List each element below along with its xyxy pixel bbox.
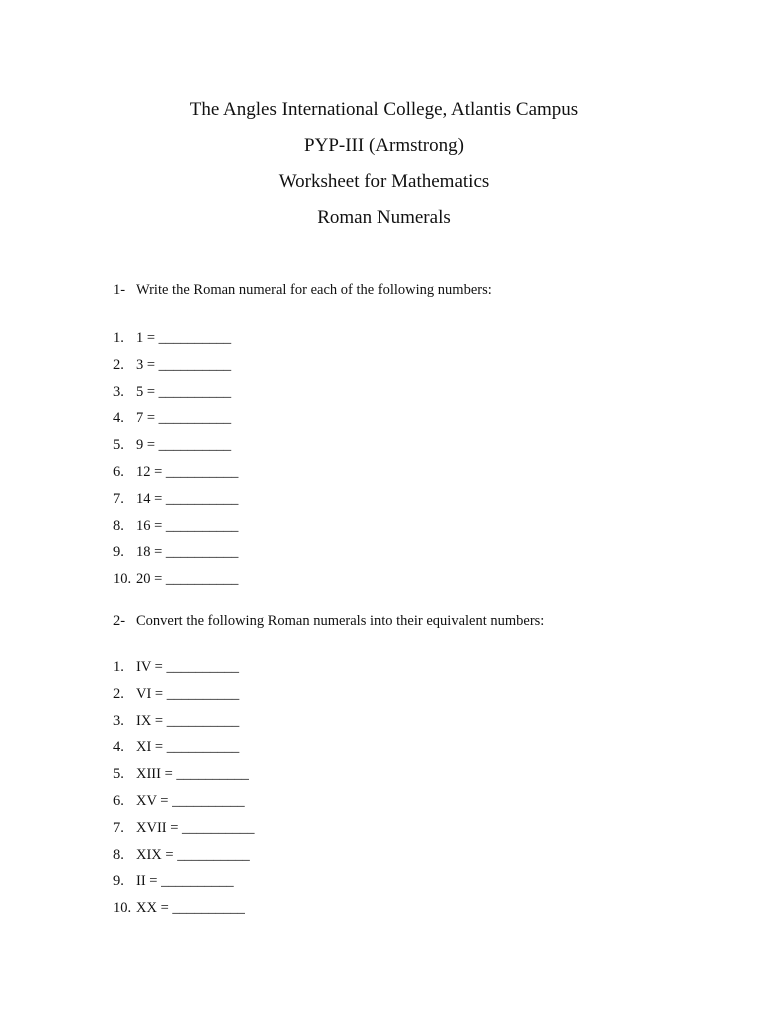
answer-item [113, 708, 713, 735]
answer-item [113, 405, 713, 432]
question-1-items [113, 325, 713, 593]
worksheet-topic: Roman Numerals [317, 207, 451, 228]
item-number: 8. [113, 846, 124, 863]
question-number: 2- [113, 613, 126, 629]
item-text[interactable]: XI = __________ [136, 739, 240, 756]
item-text[interactable]: 1 = __________ [136, 330, 232, 346]
answer-item [113, 868, 713, 895]
item-number: 5. [113, 766, 124, 783]
item-number: 6. [113, 792, 124, 809]
item-text[interactable]: 3 = __________ [136, 356, 232, 373]
answer-item [113, 352, 713, 379]
item-number: 10. [113, 900, 132, 917]
answer-item [113, 566, 713, 593]
item-text[interactable]: 16 = __________ [136, 517, 239, 534]
answer-item [113, 815, 713, 842]
answer-item [113, 654, 713, 681]
worksheet-header [0, 92, 768, 236]
item-number: 1. [113, 330, 124, 346]
item-text[interactable]: 5 = __________ [136, 383, 232, 400]
item-text[interactable]: 7 = __________ [136, 410, 232, 427]
answer-item [113, 539, 713, 566]
answer-item [113, 513, 713, 540]
item-text[interactable]: 20 = __________ [136, 571, 239, 588]
item-text[interactable]: VI = __________ [136, 685, 240, 702]
item-text[interactable]: XVII = __________ [136, 819, 255, 836]
item-number: 2. [113, 356, 124, 373]
item-text[interactable]: IV = __________ [136, 659, 239, 675]
answer-item [113, 761, 713, 788]
item-number: 9. [113, 544, 124, 561]
item-text[interactable]: XIX = __________ [136, 846, 250, 863]
answer-item [113, 734, 713, 761]
answer-item [113, 895, 713, 922]
item-number: 3. [113, 383, 124, 400]
question-prompt: Convert the following Roman numerals into their equivalent numbers: [136, 613, 545, 629]
worksheet-subject: Worksheet for Mathematics [278, 171, 490, 192]
item-text[interactable]: IX = __________ [136, 712, 240, 729]
item-number: 5. [113, 437, 124, 454]
item-number: 8. [113, 517, 124, 534]
item-text[interactable]: XV = __________ [136, 792, 245, 809]
item-number: 4. [113, 410, 124, 427]
item-number: 1. [113, 659, 124, 675]
item-text[interactable]: XIII = __________ [136, 766, 249, 783]
answer-item [113, 325, 713, 352]
item-number: 10. [113, 571, 132, 588]
answer-item [113, 459, 713, 486]
answer-item [113, 788, 713, 815]
item-text[interactable]: II = __________ [136, 873, 234, 890]
item-number: 6. [113, 463, 124, 480]
item-text[interactable]: 12 = __________ [136, 463, 239, 480]
item-number: 7. [113, 490, 124, 507]
class-name: PYP-III (Armstrong) [304, 135, 464, 156]
item-number: 3. [113, 712, 124, 729]
question-1-section [113, 281, 713, 593]
item-number: 4. [113, 739, 124, 756]
item-text[interactable]: XX = __________ [136, 900, 245, 917]
school-name: The Angles International College, Atlantis Campus [189, 99, 579, 120]
answer-item [113, 842, 713, 869]
question-2-items [113, 654, 713, 922]
question-number: 1- [113, 282, 126, 298]
item-number: 7. [113, 819, 124, 836]
item-number: 2. [113, 685, 124, 702]
answer-item [113, 681, 713, 708]
question-2-section [113, 612, 713, 922]
answer-item [113, 486, 713, 513]
item-text[interactable]: 14 = __________ [136, 490, 239, 507]
item-text[interactable]: 18 = __________ [136, 544, 239, 561]
item-number: 9. [113, 873, 124, 890]
question-1-heading [113, 281, 713, 299]
question-2-heading [113, 612, 713, 630]
question-prompt: Write the Roman numeral for each of the following numbers: [136, 282, 492, 298]
answer-item [113, 379, 713, 406]
item-text[interactable]: 9 = __________ [136, 437, 232, 454]
answer-item [113, 432, 713, 459]
